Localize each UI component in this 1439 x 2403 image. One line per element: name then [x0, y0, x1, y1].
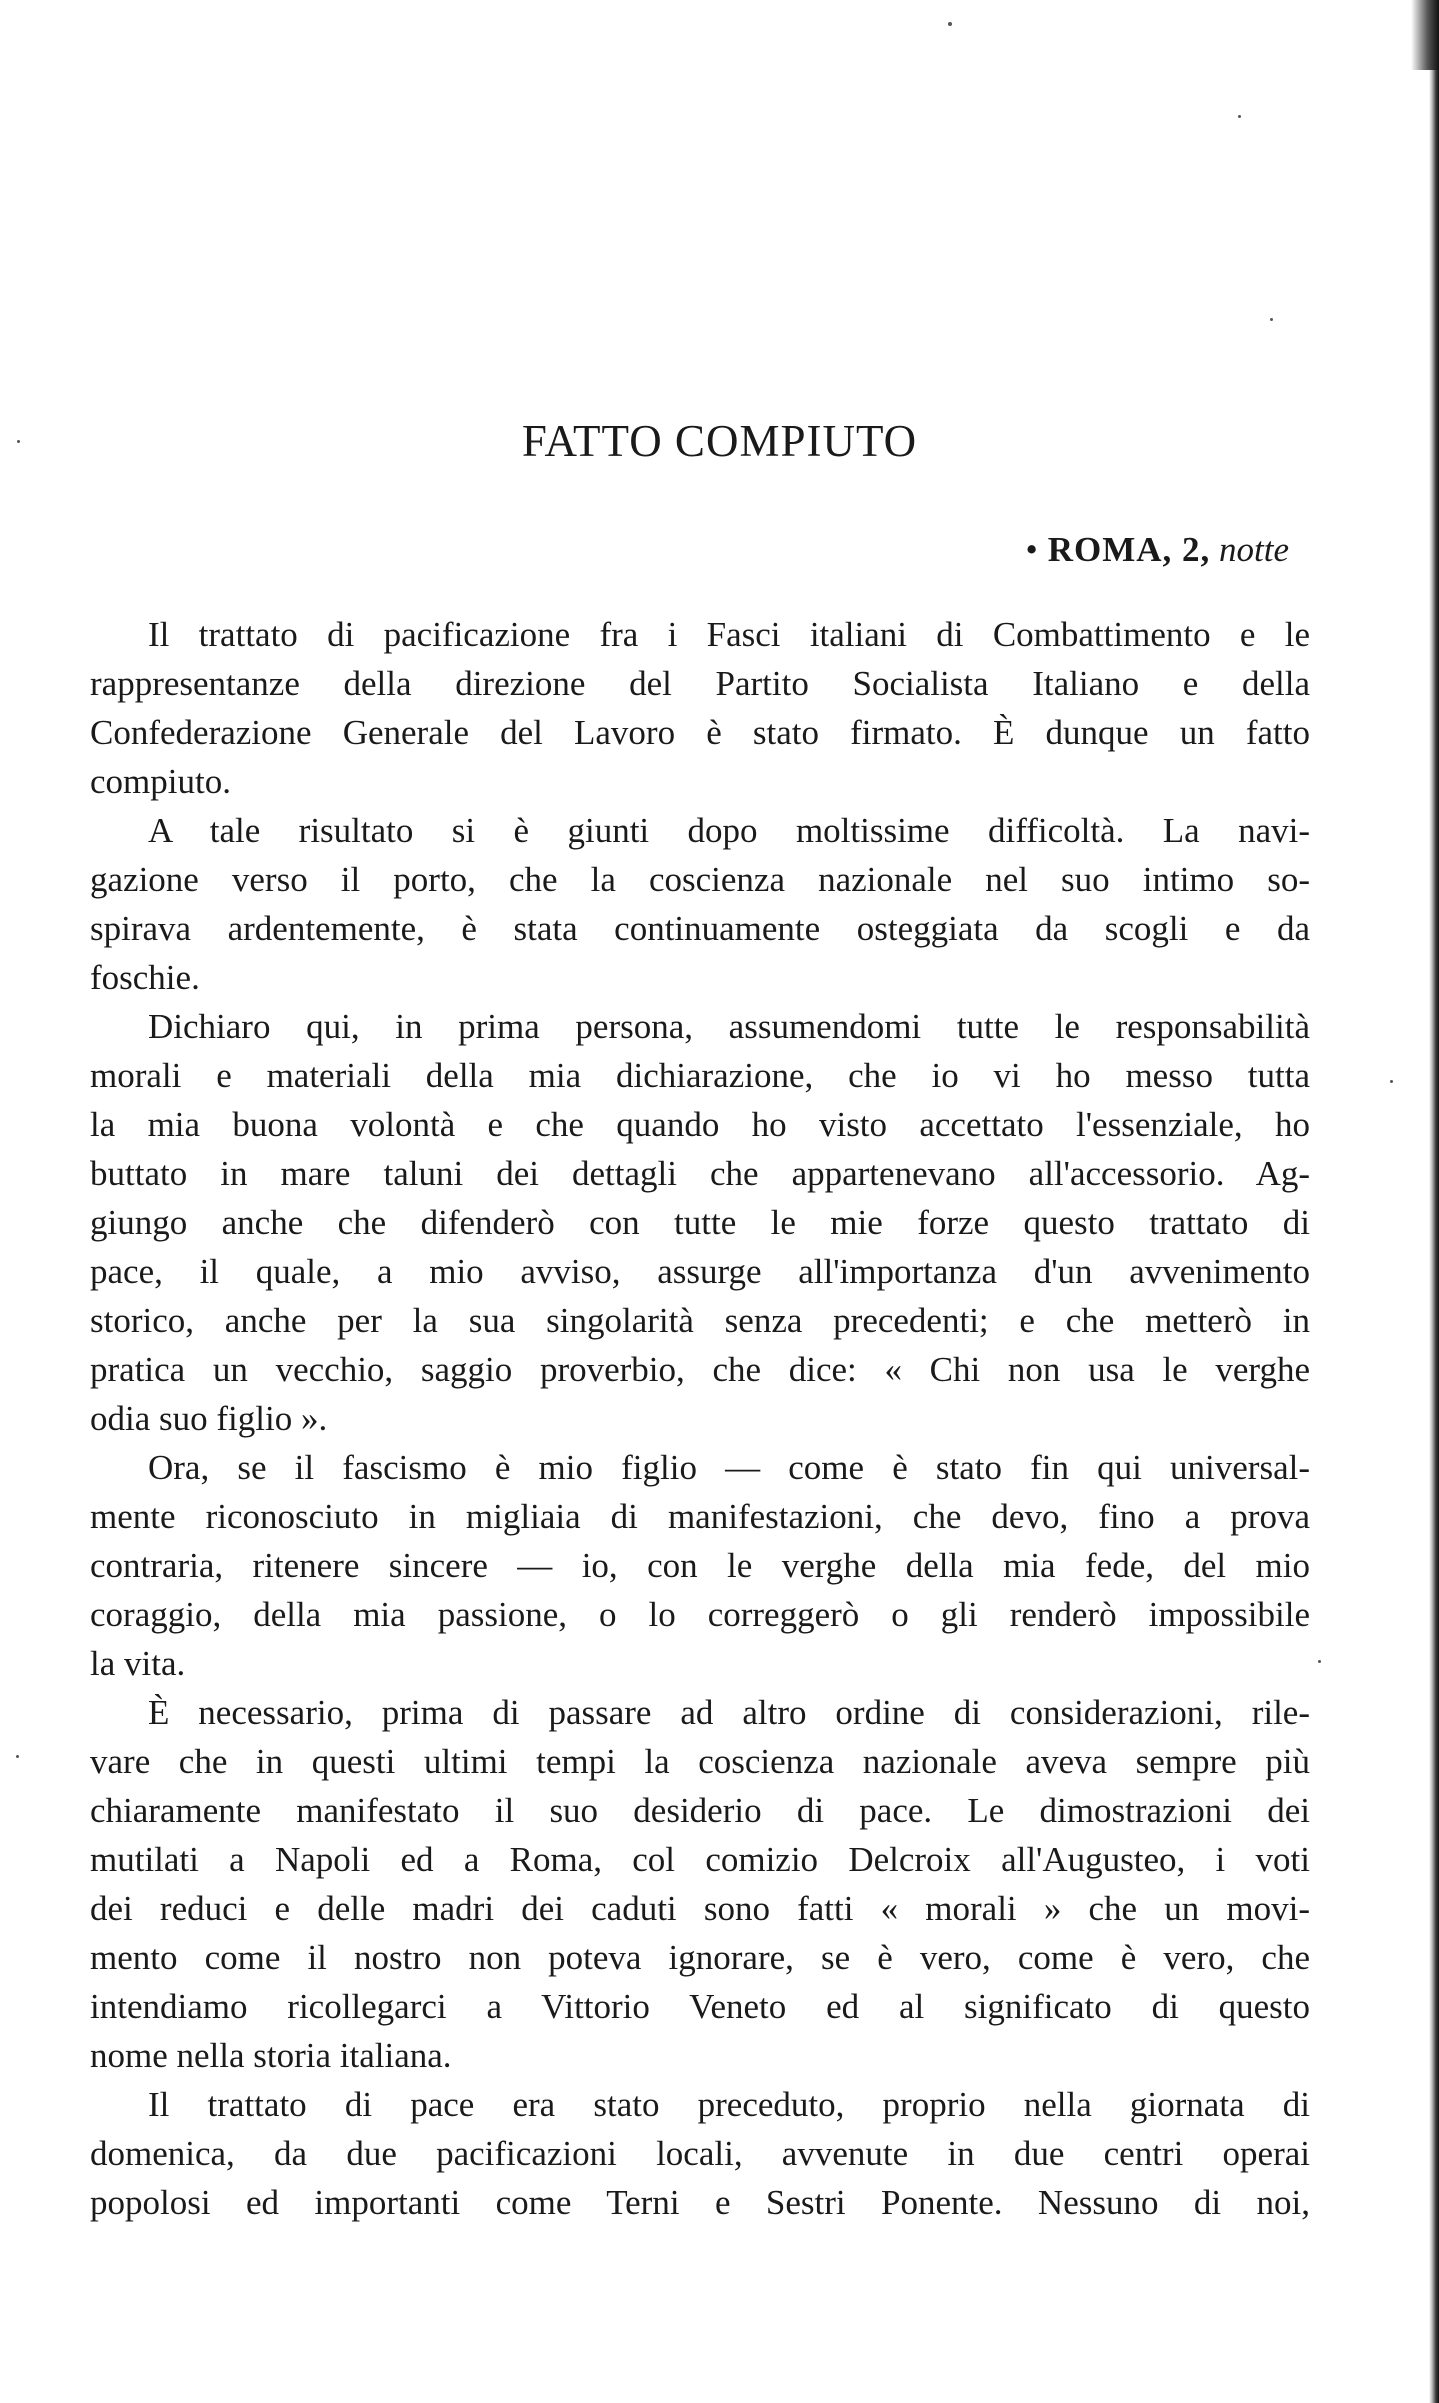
scan-speck [1318, 1660, 1321, 1663]
text-line: nome nella storia italiana. [90, 2036, 452, 2075]
text-line: Il trattato di pace era stato preceduto, proprio nella giornata di [148, 2085, 1310, 2124]
text-line: mento come il nostro non poteva ignorare, se è vero, come è vero, che [90, 1938, 1310, 1977]
text-line: Il trattato di pacificazione fra i Fasci italiani di Combattimento e le [148, 615, 1310, 654]
text-line: A tale risultato si è giunti dopo moltissime difficoltà. La navi- [148, 811, 1310, 850]
paragraph-5 [90, 1688, 1310, 2080]
chapter-title: FATTO COMPIUTO [521, 416, 918, 466]
paragraph-1 [90, 610, 1310, 806]
text-line: dei reduci e delle madri dei caduti sono fatti « morali » che un movi- [90, 1889, 1310, 1928]
text-line: popolosi ed importanti come Terni e Sestri Ponente. Nessuno di noi, [90, 2183, 1310, 2222]
text-line: mente riconosciuto in migliaia di manifestazioni, che devo, fino a prova [90, 1497, 1310, 1536]
text-line: vare che in questi ultimi tempi la coscienza nazionale aveva sempre più [90, 1742, 1310, 1781]
text-line: gazione verso il porto, che la coscienza nazionale nel suo intimo so- [90, 860, 1310, 899]
text-line: buttato in mare taluni dei dettagli che appartenevano all'accessorio. Ag- [90, 1154, 1310, 1193]
page-corner-shadow [1411, 0, 1439, 70]
text-line: intendiamo ricollegarci a Vittorio Veneto ed al significato di questo [90, 1987, 1310, 2026]
paragraph-2 [90, 806, 1310, 1002]
text-line: la mia buona volontà e che quando ho visto accettato l'essenziale, ho [90, 1105, 1310, 1144]
text-line: Confederazione Generale del Lavoro è stato firmato. È dunque un fatto [90, 713, 1310, 752]
text-line: pace, il quale, a mio avviso, assurge all'importanza d'un avvenimento [90, 1252, 1310, 1291]
text-line: foschie. [90, 958, 200, 997]
text-line: rappresentanze della direzione del Partito Socialista Italiano e della [90, 664, 1310, 703]
text-line: spirava ardentemente, è stata continuamente osteggiata da scogli e da [90, 909, 1310, 948]
text-line: Ora, se il fascismo è mio figlio — come è stato fin qui universal- [148, 1448, 1310, 1487]
text-line: la vita. [90, 1644, 186, 1683]
text-line: È necessario, prima di passare ad altro ordine di considerazioni, rile- [148, 1693, 1310, 1732]
dateline-bullet: • [1025, 530, 1038, 569]
text-line: domenica, da due pacificazioni locali, avvenute in due centri operai [90, 2134, 1310, 2173]
text-line: odia suo figlio ». [90, 1399, 328, 1438]
scan-speck [1270, 318, 1273, 321]
dateline [1025, 530, 1289, 570]
text-line: coraggio, della mia passione, o lo correggerò o gli renderò impossibile [90, 1595, 1310, 1634]
scan-speck [1238, 115, 1241, 118]
text-line: compiuto. [90, 762, 231, 801]
text-line: contraria, ritenere sincere — io, con le verghe della mia fede, del mio [90, 1546, 1310, 1585]
paragraph-6 [90, 2080, 1310, 2227]
text-line: pratica un vecchio, saggio proverbio, che dice: « Chi non usa le verghe [90, 1350, 1310, 1389]
text-line: storico, anche per la sua singolarità senza precedenti; e che metterò in [90, 1301, 1310, 1340]
paragraph-3 [90, 1002, 1310, 1443]
paragraph-4 [90, 1443, 1310, 1688]
scan-speck [948, 22, 952, 26]
dateline-time: notte [1219, 530, 1289, 569]
body-text [90, 610, 1310, 2227]
text-line: Dichiaro qui, in prima persona, assumendomi tutte le responsabilità [148, 1007, 1310, 1046]
text-line: mutilati a Napoli ed a Roma, col comizio Delcroix all'Augusteo, i voti [90, 1840, 1310, 1879]
text-line: morali e materiali della mia dichiarazione, che io vi ho messo tutta [90, 1056, 1310, 1095]
scan-speck [1390, 1080, 1393, 1083]
dateline-place: ROMA, 2, [1047, 530, 1211, 569]
text-line: giungo anche che difenderò con tutte le mie forze questo trattato di [90, 1203, 1310, 1242]
text-line: chiaramente manifestato il suo desiderio di pace. Le dimostrazioni dei [90, 1791, 1310, 1830]
page-binding-edge [1429, 0, 1439, 2403]
scan-speck [16, 1755, 19, 1758]
